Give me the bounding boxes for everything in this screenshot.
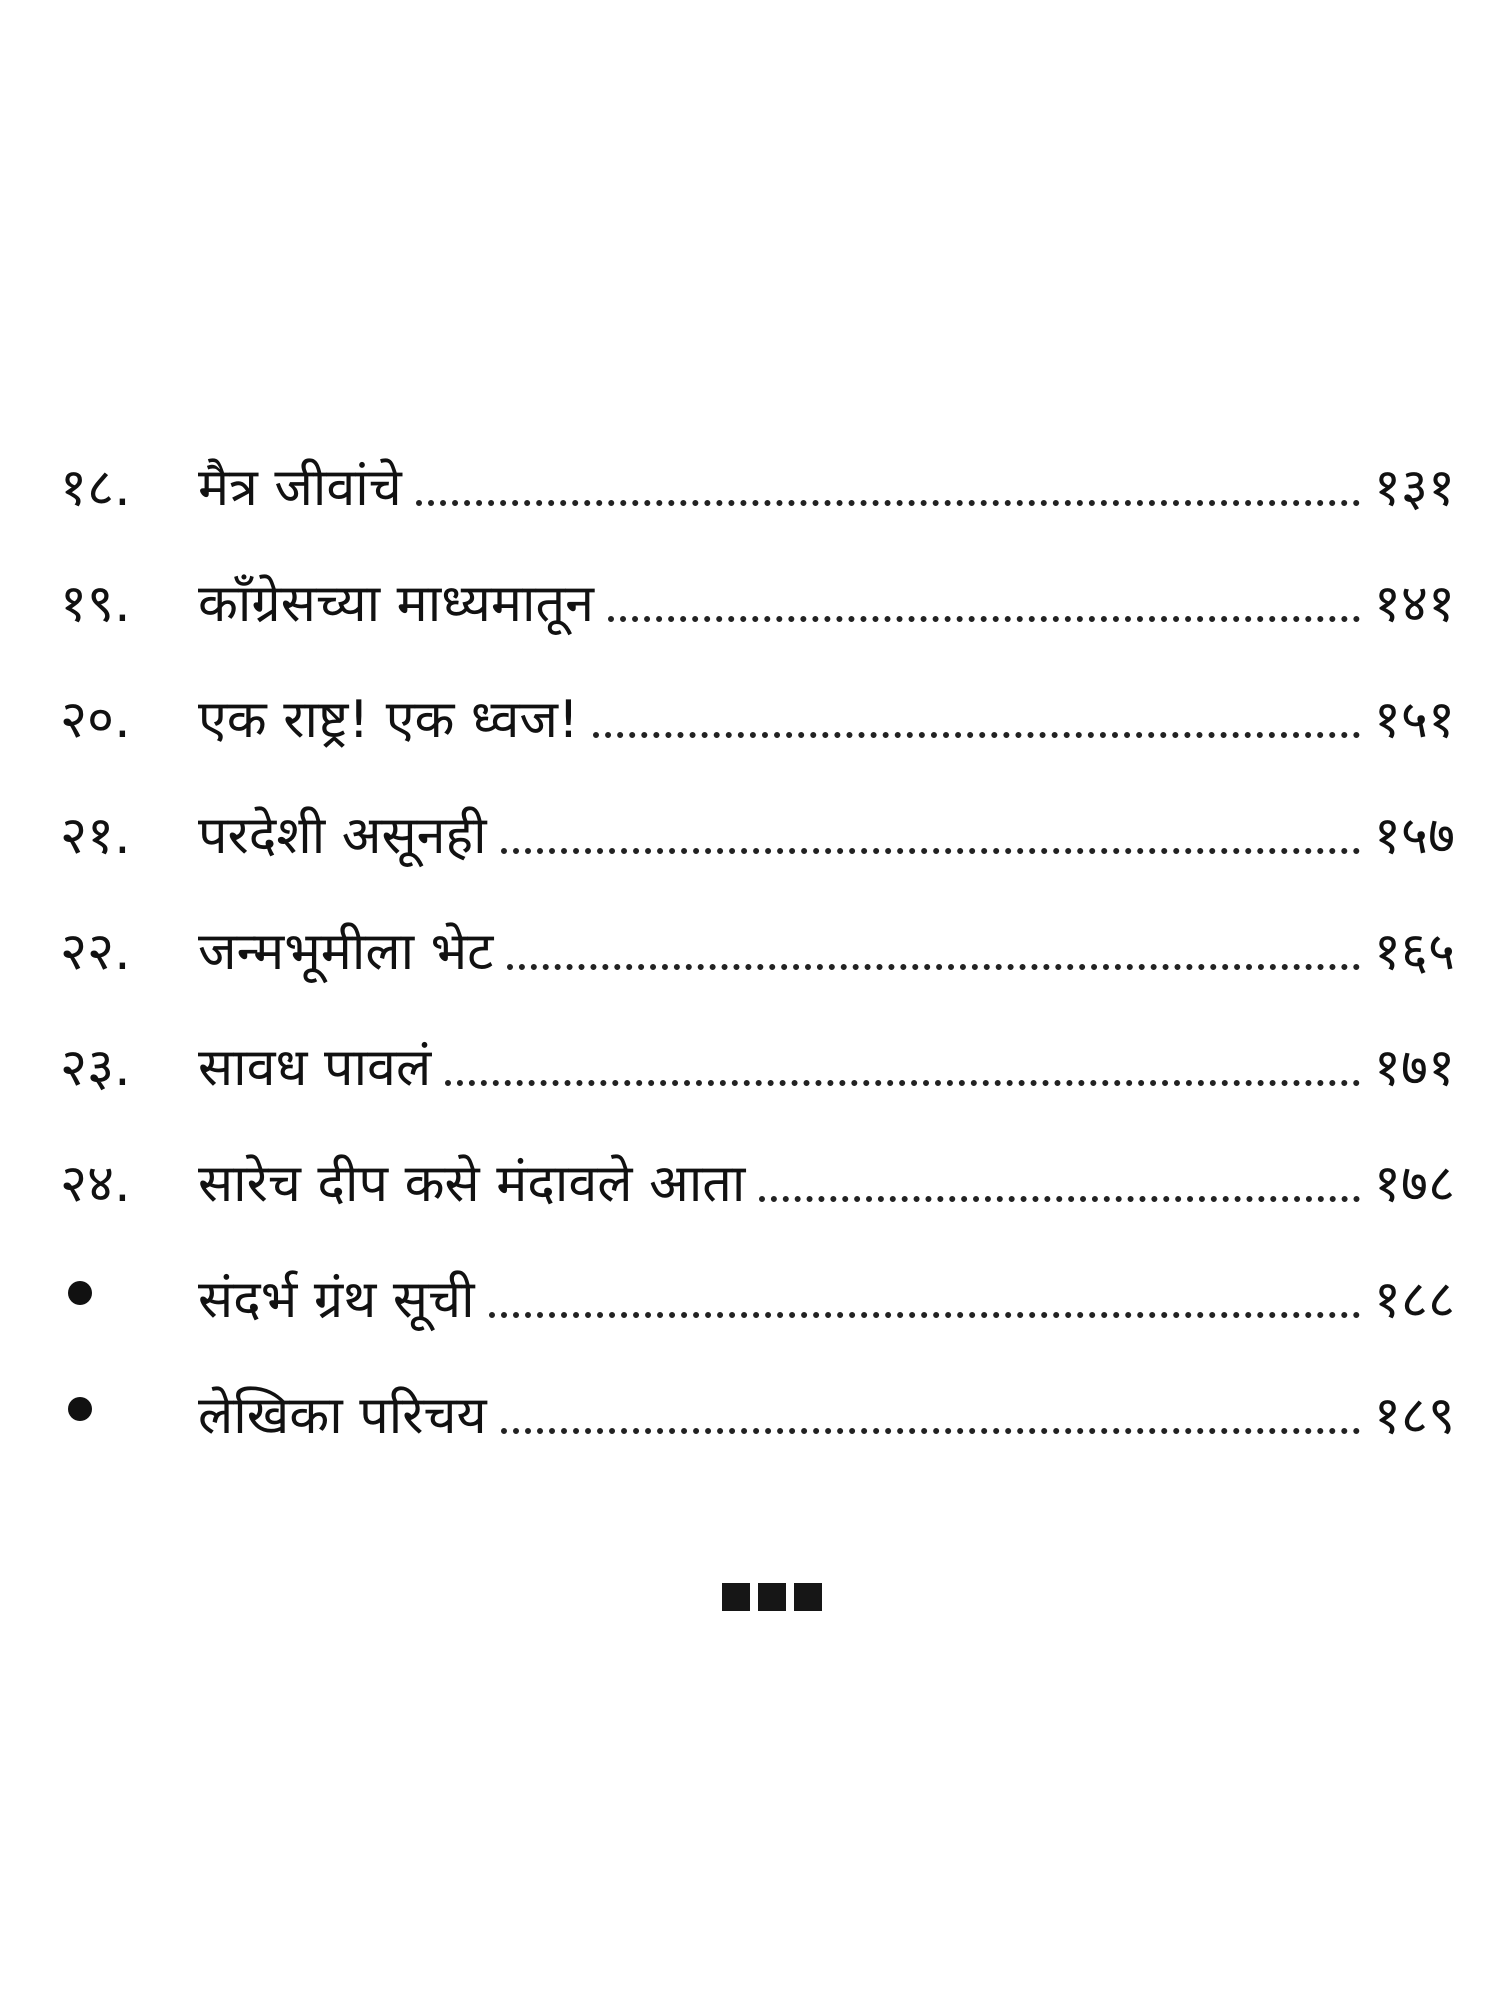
bullet-dot-icon [68,1397,92,1421]
dot-leader [759,1196,1360,1202]
section-title: संदर्भ ग्रंथ सूची [198,1270,475,1330]
page-number: १५१ [1373,690,1455,750]
toc-entry-21[interactable] [60,778,1455,894]
dot-leader [608,616,1360,622]
bullet-icon [60,1358,198,1474]
toc-entry-23[interactable] [60,1010,1455,1126]
toc-entry-19[interactable] [60,546,1455,662]
chapter-title: काँग्रेसच्या माध्यमातून [198,574,594,634]
page-number: १४१ [1373,574,1455,634]
bullet-icon [60,1242,198,1358]
chapter-title: सावध पावलं [198,1038,432,1098]
chapter-number: २२. [60,922,131,982]
page-number: १७८ [1373,1154,1455,1214]
toc-entry-author-intro[interactable] [60,1358,1455,1474]
chapter-title: जन्मभूमीला भेट [198,922,494,982]
toc-entry-20[interactable] [60,662,1455,778]
page-number: १८९ [1373,1386,1455,1446]
square-icon [758,1583,786,1611]
chapter-number: २३. [60,1038,131,1098]
page-number: १६५ [1373,922,1455,982]
chapter-number: १९. [60,574,131,634]
dot-leader [445,1080,1360,1086]
toc-entry-24[interactable] [60,1126,1455,1242]
toc-entry-bibliography[interactable] [60,1242,1455,1358]
dot-leader [489,1312,1360,1318]
chapter-title: परदेशी असूनही [198,806,487,866]
section-title: लेखिका परिचय [198,1386,487,1446]
page-number: १३१ [1373,458,1455,518]
dot-leader [507,964,1360,970]
toc-entry-18[interactable] [60,430,1455,546]
dot-leader [593,732,1360,738]
page-number: १५७ [1373,806,1455,866]
page-number: १८८ [1373,1270,1455,1330]
chapter-number: २४. [60,1154,131,1214]
chapter-title: सारेच दीप कसे मंदावले आता [198,1154,746,1214]
square-icon [722,1583,750,1611]
table-of-contents [60,430,1455,1474]
dot-leader [501,1428,1360,1434]
dot-leader [416,500,1360,506]
square-icon [794,1583,822,1611]
chapter-title: एक राष्ट्र! एक ध्वज! [198,690,579,750]
bullet-dot-icon [68,1281,92,1305]
chapter-number: २०. [60,690,131,750]
end-ornament-icon [722,1583,822,1611]
chapter-number: २१. [60,806,131,866]
chapter-title: मैत्र जीवांचे [198,458,402,518]
chapter-number: १८. [60,458,131,518]
page-number: १७१ [1373,1038,1455,1098]
dot-leader [501,848,1360,854]
toc-entry-22[interactable] [60,894,1455,1010]
